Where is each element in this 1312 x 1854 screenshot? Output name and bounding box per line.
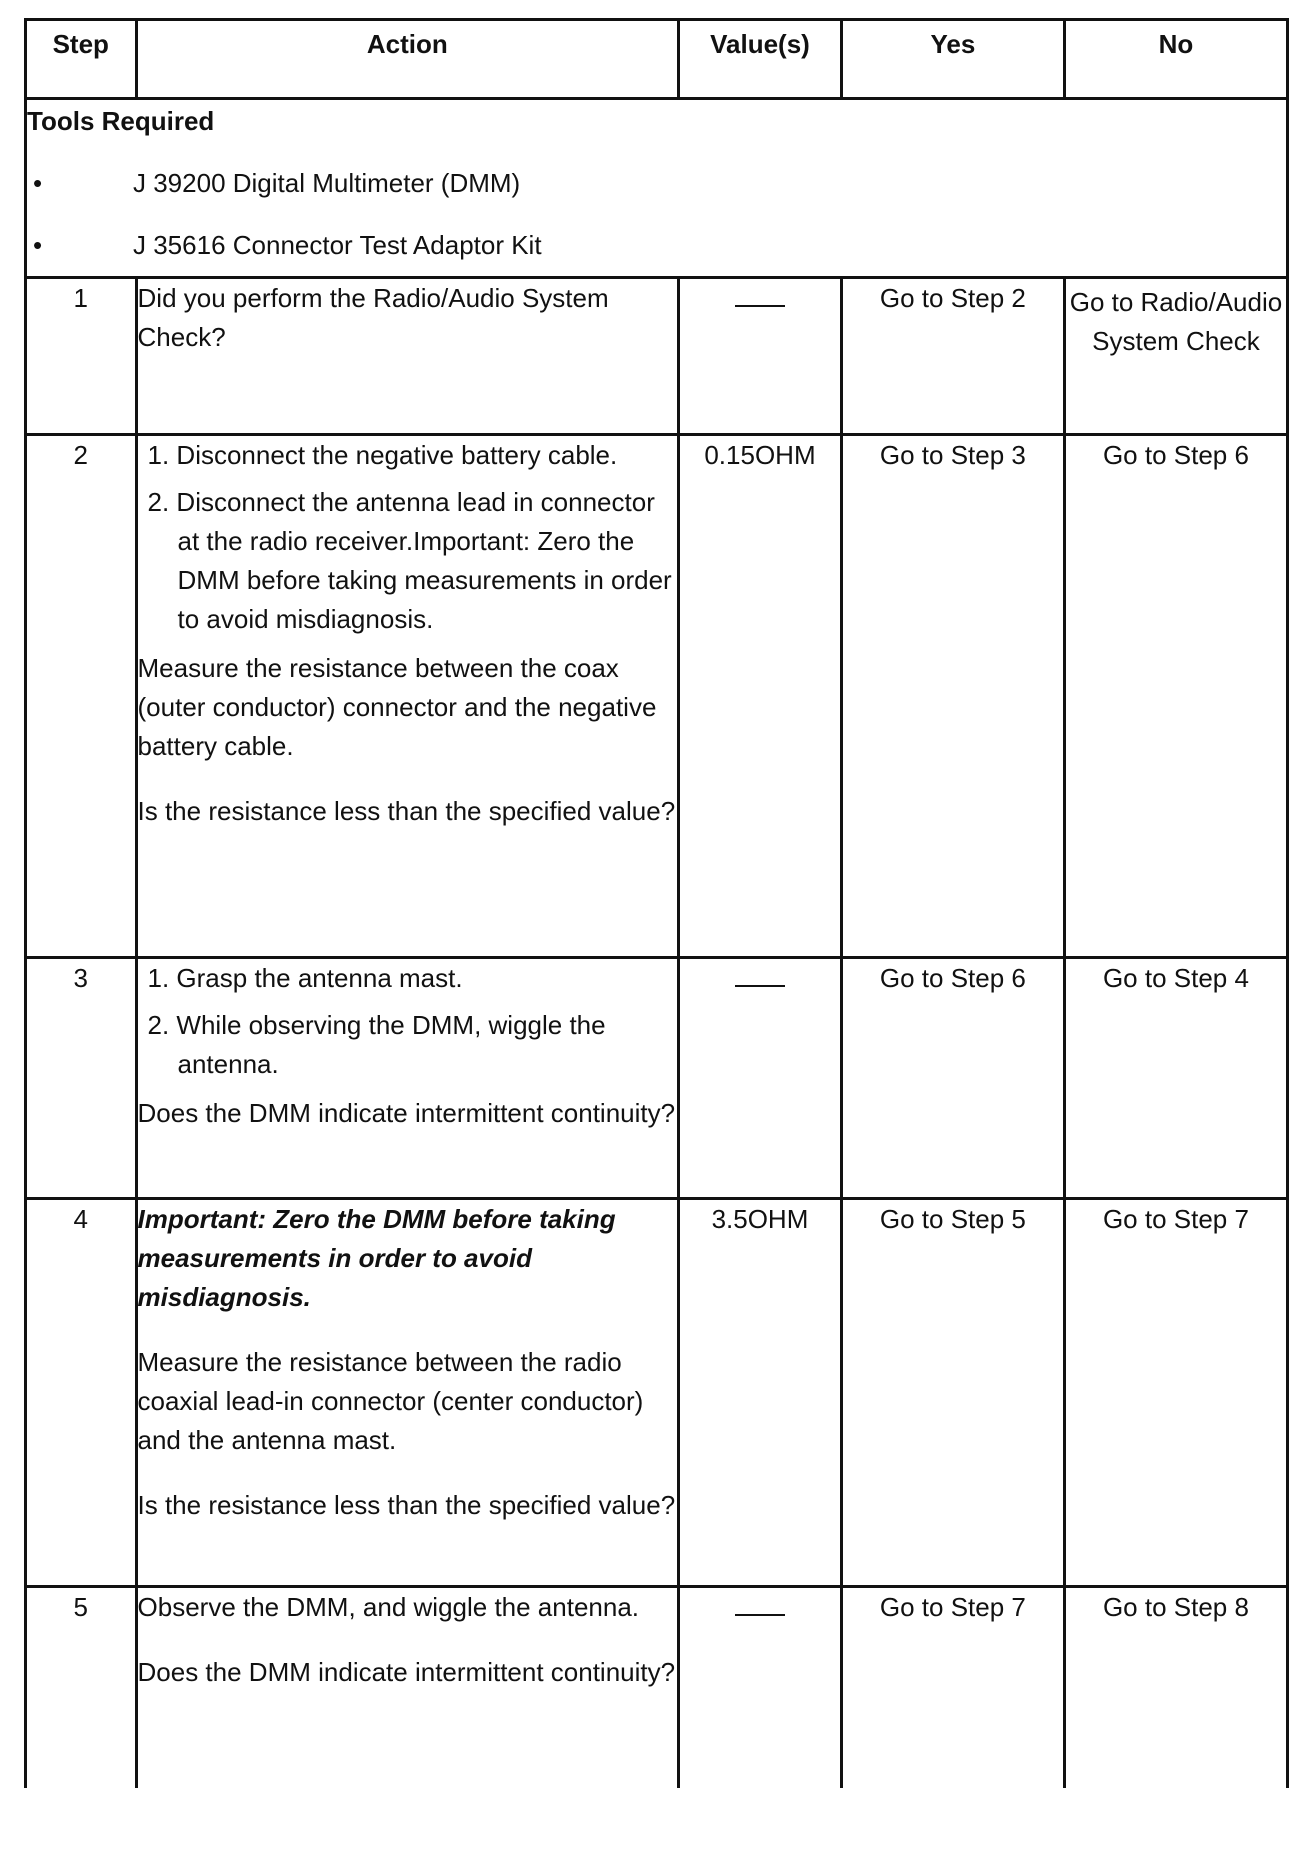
dash-mark bbox=[735, 305, 785, 307]
header-action: Action bbox=[136, 20, 679, 99]
no-cell: Go to Step 8 bbox=[1064, 1587, 1287, 1789]
action-text: Observe the DMM, and wiggle the antenna. bbox=[137, 1592, 640, 1622]
step-number: 3 bbox=[26, 958, 137, 1199]
table-row bbox=[26, 1587, 1288, 1789]
header-step: Step bbox=[26, 20, 137, 99]
action-question: Does the DMM indicate intermittent continuity? bbox=[137, 1098, 676, 1128]
action-cell bbox=[136, 278, 679, 435]
step-number: 2 bbox=[26, 435, 137, 958]
action-question: Is the resistance less than the specified value? bbox=[137, 1490, 676, 1520]
value-cell bbox=[679, 278, 842, 435]
step-number: 5 bbox=[26, 1587, 137, 1789]
action-cell bbox=[136, 1587, 679, 1789]
tools-title: Tools Required bbox=[27, 106, 215, 136]
tool-item bbox=[27, 152, 1286, 214]
table-row bbox=[26, 278, 1288, 435]
no-cell: Go to Step 6 bbox=[1064, 435, 1287, 958]
dash-mark bbox=[735, 1614, 785, 1616]
table-row bbox=[26, 435, 1288, 958]
action-question: Is the resistance less than the specified value? bbox=[137, 796, 676, 826]
yes-cell: Go to Step 7 bbox=[841, 1587, 1064, 1789]
diagnostic-table bbox=[24, 18, 1289, 1788]
table-row bbox=[26, 958, 1288, 1199]
value-cell: 3.5OHM bbox=[679, 1199, 842, 1587]
no-cell: Go to Step 7 bbox=[1064, 1199, 1287, 1587]
action-cell bbox=[136, 1199, 679, 1587]
no-cell: Go to Step 4 bbox=[1064, 958, 1287, 1199]
header-values: Value(s) bbox=[679, 20, 842, 99]
tool-item bbox=[27, 214, 1286, 276]
numbered-item: 2. Disconnect the antenna lead in connector at the radio receiver.Important: Zero the DMM before taking measurements in order to avoid misdiagnosis. bbox=[147, 487, 672, 634]
yes-cell: Go to Step 3 bbox=[841, 435, 1064, 958]
tool-item-text: J 35616 Connector Test Adaptor Kit bbox=[133, 230, 542, 260]
bullet-icon: • bbox=[33, 168, 43, 198]
value-cell bbox=[679, 958, 842, 1199]
no-cell: Go to Radio/Audio System Check bbox=[1064, 278, 1287, 435]
bullet-icon: • bbox=[33, 230, 43, 260]
numbered-item: 2. While observing the DMM, wiggle the antenna. bbox=[147, 1010, 606, 1079]
action-text: Measure the resistance between the radio coaxial lead-in connector (center conductor) and the antenna mast. bbox=[137, 1347, 644, 1455]
tools-cell bbox=[26, 99, 1288, 278]
tool-item-text: J 39200 Digital Multimeter (DMM) bbox=[133, 168, 521, 198]
action-text: Did you perform the Radio/Audio System Check? bbox=[137, 283, 609, 352]
action-cell bbox=[136, 435, 679, 958]
dash-mark bbox=[735, 985, 785, 987]
important-note: Important: Zero the DMM before taking measurements in order to avoid misdiagnosis. bbox=[137, 1204, 616, 1312]
value-cell: 0.15OHM bbox=[679, 435, 842, 958]
header-row bbox=[26, 20, 1288, 99]
header-yes: Yes bbox=[841, 20, 1064, 99]
tools-row bbox=[26, 99, 1288, 278]
action-cell bbox=[136, 958, 679, 1199]
action-question: Does the DMM indicate intermittent continuity? bbox=[137, 1657, 676, 1687]
numbered-item: 1. Disconnect the negative battery cable. bbox=[147, 440, 618, 470]
yes-cell: Go to Step 5 bbox=[841, 1199, 1064, 1587]
header-no: No bbox=[1064, 20, 1287, 99]
step-number: 1 bbox=[26, 278, 137, 435]
step-number: 4 bbox=[26, 1199, 137, 1587]
numbered-item: 1. Grasp the antenna mast. bbox=[147, 963, 463, 993]
action-text: Measure the resistance between the coax (outer conductor) connector and the negative battery cable. bbox=[137, 653, 657, 761]
table-row bbox=[26, 1199, 1288, 1587]
yes-cell: Go to Step 6 bbox=[841, 958, 1064, 1199]
value-cell bbox=[679, 1587, 842, 1789]
yes-cell: Go to Step 2 bbox=[841, 278, 1064, 435]
